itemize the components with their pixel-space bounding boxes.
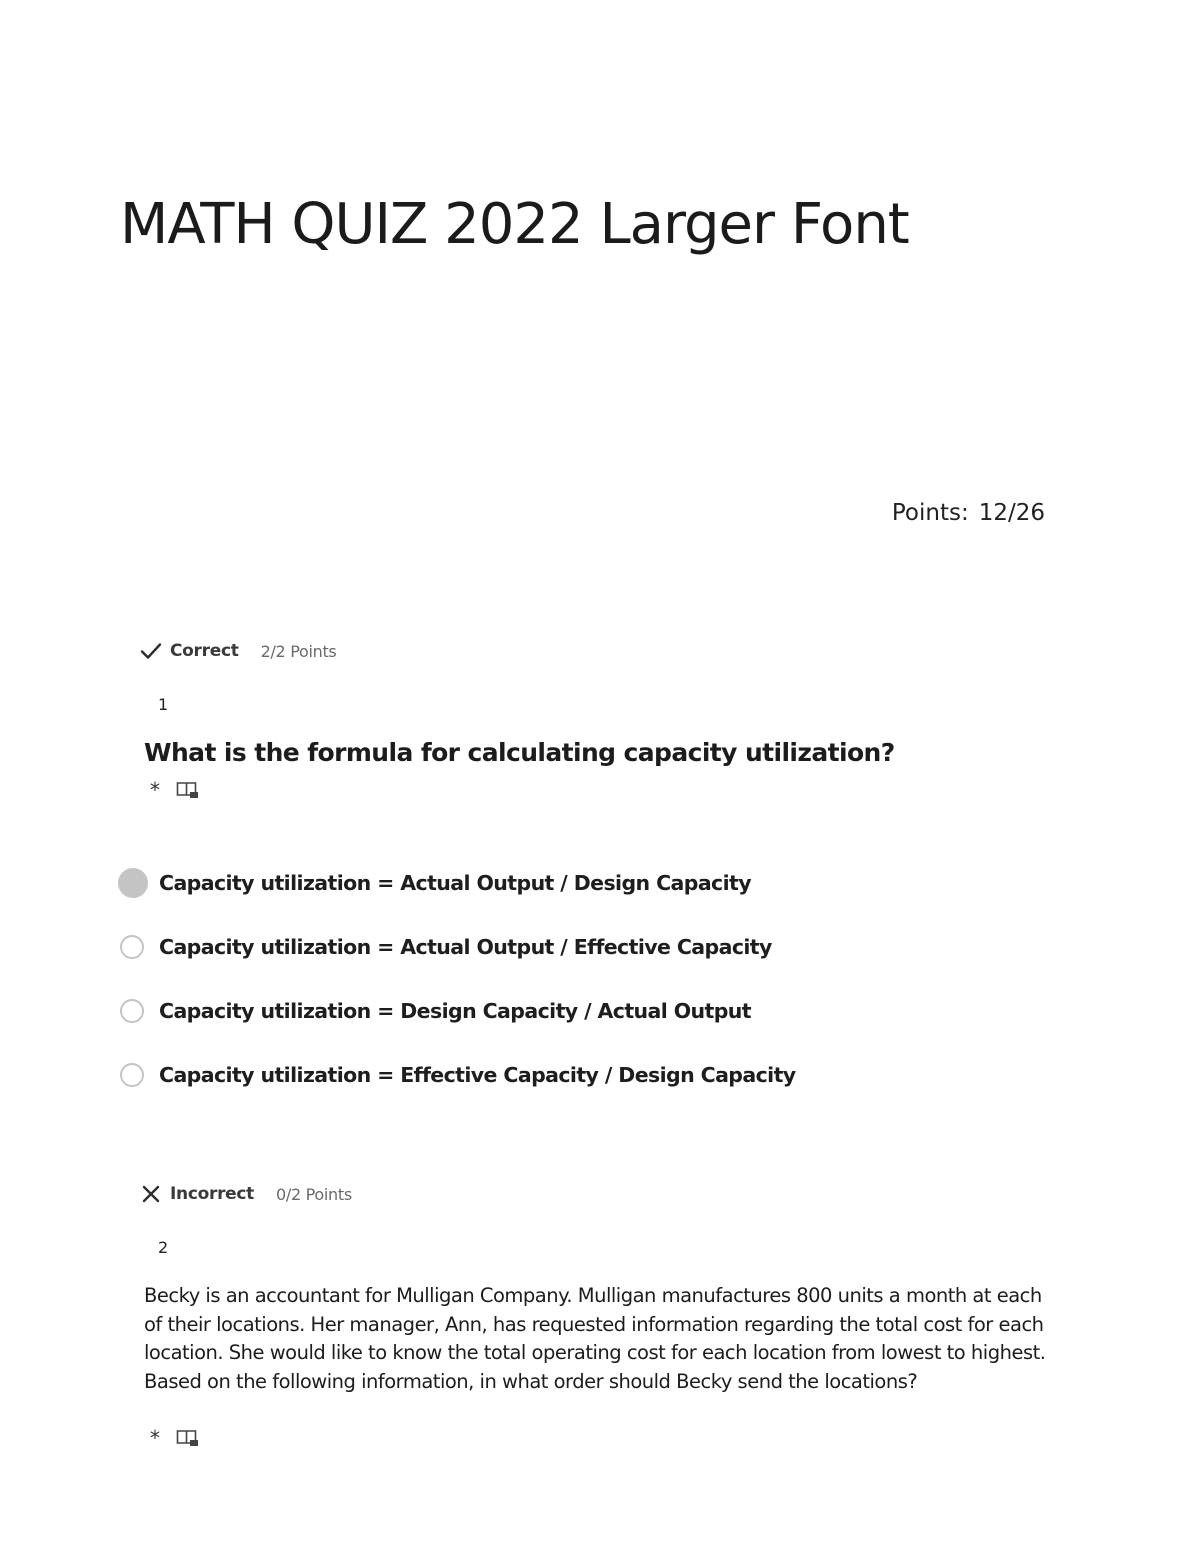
total-score bbox=[860, 500, 1045, 526]
score-value: 12/26 bbox=[978, 500, 1045, 526]
option-label: Capacity utilization = Actual Output / Effective Capacity bbox=[159, 935, 772, 959]
answer-option[interactable] bbox=[120, 851, 796, 915]
radio-button[interactable] bbox=[120, 1063, 144, 1087]
checkmark-icon bbox=[140, 640, 162, 662]
score-label: Points: bbox=[891, 500, 969, 526]
result-status: Incorrect bbox=[170, 1184, 254, 1204]
radio-button[interactable] bbox=[120, 935, 144, 959]
answer-options bbox=[120, 851, 796, 1107]
answer-option[interactable] bbox=[120, 1043, 796, 1107]
question-1-result bbox=[140, 640, 336, 662]
result-points: 2/2 Points bbox=[260, 641, 337, 661]
cross-icon bbox=[140, 1183, 162, 1205]
question-text: Becky is an accountant for Mulligan Company. Mulligan manufactures 800 units a month at each of their locations. Her manager, Ann, has requested information regarding the total cost for each location. She would like to know the total operating cost for each location from lowest to highest. Based on the following information, in what order should Becky send the locations? bbox=[144, 1284, 1046, 1393]
question-2-result bbox=[140, 1183, 352, 1205]
option-label: Capacity utilization = Effective Capacity / Design Capacity bbox=[159, 1063, 796, 1087]
radio-button-selected[interactable] bbox=[118, 868, 148, 898]
result-points: 0/2 Points bbox=[276, 1184, 352, 1204]
question-meta bbox=[150, 1428, 200, 1448]
question-meta bbox=[150, 780, 200, 800]
option-label: Capacity utilization = Actual Output / Design Capacity bbox=[159, 871, 751, 895]
question-number: 1 bbox=[158, 695, 169, 714]
question-text: What is the formula for calculating capacity utilization? bbox=[144, 738, 895, 767]
immersive-reader-icon[interactable] bbox=[176, 1428, 200, 1448]
radio-button[interactable] bbox=[120, 999, 144, 1023]
result-status: Correct bbox=[170, 641, 239, 661]
required-asterisk: * bbox=[150, 778, 160, 802]
question-number: 2 bbox=[158, 1238, 169, 1257]
option-label: Capacity utilization = Design Capacity / Actual Output bbox=[159, 999, 751, 1023]
page-title: MATH QUIZ 2022 Larger Font bbox=[120, 192, 909, 257]
required-asterisk: * bbox=[150, 1426, 160, 1450]
immersive-reader-icon[interactable] bbox=[176, 780, 200, 800]
answer-option[interactable] bbox=[120, 915, 796, 979]
answer-option[interactable] bbox=[120, 979, 796, 1043]
